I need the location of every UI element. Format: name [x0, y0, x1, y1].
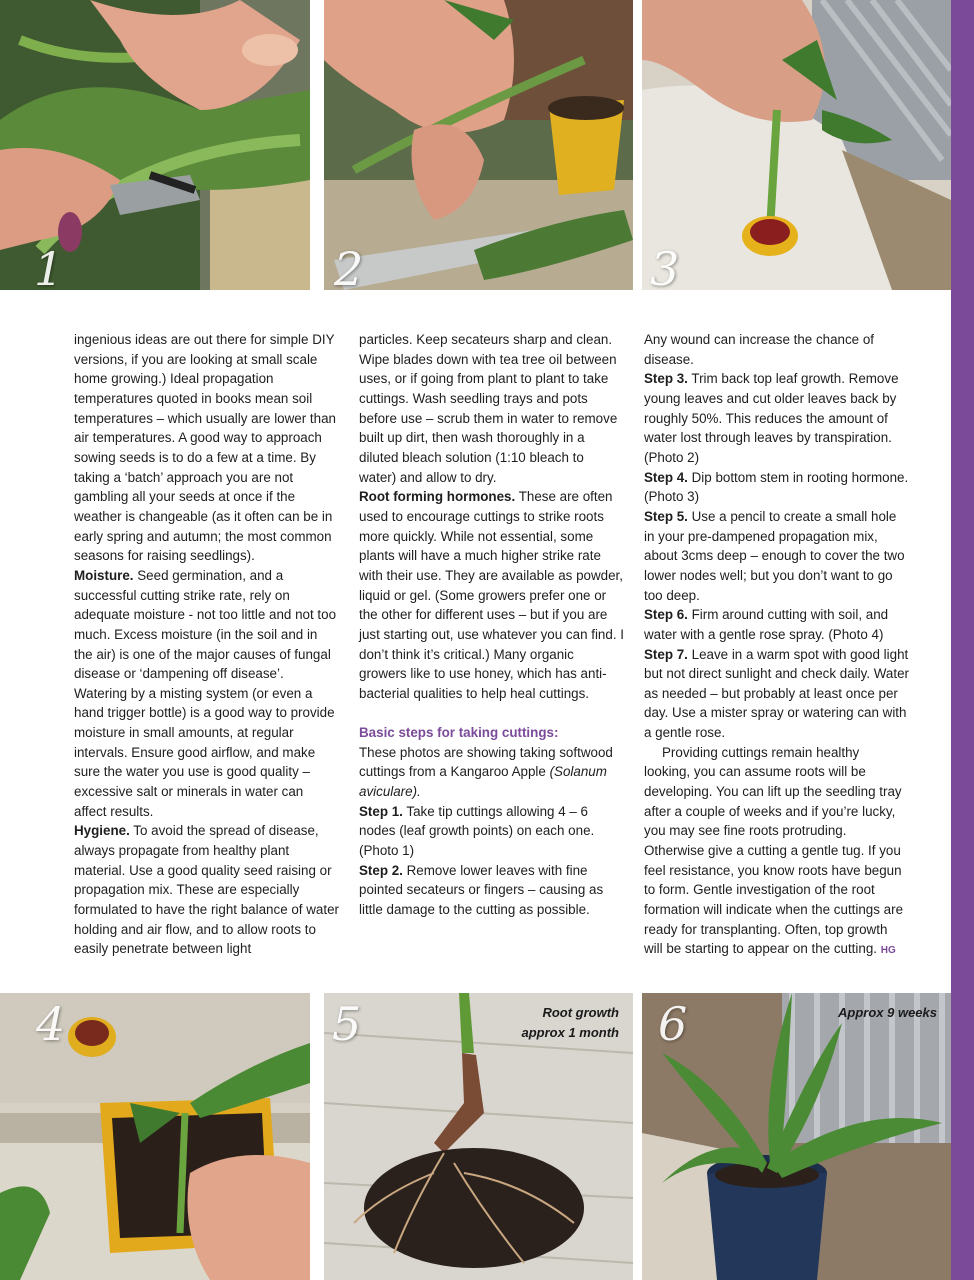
hygiene-paragraph: [74, 821, 339, 959]
step-text: Firm around cutting with soil, and water with a gentle rose spray. (Photo 4): [644, 607, 889, 642]
purple-sidebar-stripe: [951, 0, 974, 1280]
closing-paragraph: [644, 743, 909, 961]
closing-text: Providing cuttings remain healthy looking, you can assume roots will be developing. You can lift up the seedling tray after a couple of weeks and if you’re lucky, you may see fine roots protruding. Otherwise give a cutting a gentle tug. If you feel resistance, you know roots have begun to form. Gentle investigation of the root formation will indicate when the cuttings are ready for transplanting. Often, top growth will be starting to appear on the cutting.: [644, 744, 904, 957]
step-label: Step 3.: [644, 371, 688, 387]
photo-number: 2: [334, 242, 364, 290]
photo-number: 5: [332, 997, 362, 1051]
moisture-label: Moisture.: [74, 567, 134, 583]
intro-paragraph: [359, 743, 624, 802]
photo-4-planted-cutting: [0, 993, 310, 1280]
moisture-text: Seed germination, and a successful cutting strike rate, rely on adequate moisture - not too little and not too much. Excess moisture (in the soil and in the air) is one of the major causes of fungal disease or ‘dampening off disease’. Watering by a misting system (or even a hand trigger bottle) is a good way to provide moisture in small amounts, at regular intervals. Ensure good airflow, and make sure the water you use is good quality – excessive salt or minerals in water can affect results.: [74, 567, 337, 819]
body-paragraph: particles. Keep secateurs sharp and clean. Wipe blades down with tea tree oil between uses, or if going from plant to plant to take cuttings. Wash seedling trays and pots before use – scrub them in water to remove built up dirt, then wash thoroughly in a diluted bleach solution (1:10 bleach to water) and allow to dry.: [359, 332, 618, 485]
body-paragraph: Any wound can increase the chance of disease.: [644, 332, 875, 367]
photo-caption: [521, 1003, 619, 1043]
text-column-3: [644, 330, 909, 961]
step-label: Step 5.: [644, 508, 688, 524]
hygiene-label: Hygiene.: [74, 823, 130, 839]
photo-caption: [838, 1003, 937, 1023]
step-6: [644, 605, 909, 644]
species-name: (Solanum aviculare).: [359, 764, 607, 800]
caption-line: Root growth: [542, 1005, 619, 1020]
step-7: [644, 645, 909, 743]
caption-line: approx 1 month: [521, 1025, 619, 1040]
photo-3-dipping-in-hormone: [642, 0, 951, 290]
hormones-text: These are often used to encourage cuttings to strike roots more quickly. While not essential, some plants will have a much higher strike rate with their use. They are available as powder, liquid or gel. (Some growers prefer one or the other for different uses – but if you are just starting out, use whatever you can find. I don’t think it’s critical.) Many organic growers like to use honey, which has anti-bacterial qualities to help heal cuttings.: [359, 489, 624, 701]
step-3: [644, 369, 909, 467]
hormones-paragraph: [359, 487, 624, 703]
caption-line: Approx 9 weeks: [838, 1005, 937, 1020]
intro-text: These photos are showing taking softwood cuttings from a Kangaroo Apple: [359, 744, 613, 780]
photo-number: 1: [34, 242, 64, 290]
step-label: Step 2.: [359, 862, 403, 878]
step-label: Step 7.: [644, 646, 688, 662]
photo-6-established-plant: [642, 993, 951, 1280]
photo-number: 6: [658, 997, 688, 1051]
section-heading: Basic steps for taking cuttings:: [359, 725, 559, 741]
photo-2-trimming-leaves: [324, 0, 633, 290]
photo-5-root-growth: [324, 993, 633, 1280]
step-4: [644, 468, 909, 507]
photo-number: 4: [36, 997, 66, 1051]
hormones-label: Root forming hormones.: [359, 489, 516, 505]
text-column-2: [359, 330, 624, 920]
step-text: Take tip cuttings allowing 4 – 6 nodes (leaf growth points) on each one. (Photo 1): [359, 803, 595, 859]
step-text: Remove lower leaves with fine pointed secateurs or fingers – causing as little damage to the cutting as possible.: [359, 862, 604, 918]
step-1: [359, 802, 624, 861]
step-2: [359, 861, 624, 920]
step-label: Step 1.: [359, 803, 403, 819]
step-text: Leave in a warm spot with good light but not direct sunlight and check daily. Water as needed – but probably at least once per day. Use a mister spray or watering can with a gentle rose.: [644, 646, 909, 741]
hygiene-text: To avoid the spread of disease, always propagate from healthy plant material. Use a good quality seed raising or propagation mix. These are especially formulated to have the right balance of water holding and air flow, and to allow roots to easily penetrate between light: [74, 823, 339, 957]
moisture-paragraph: [74, 566, 339, 822]
step-text: Trim back top leaf growth. Remove young leaves and cut older leaves back by roughly 50%. This reduces the amount of water lost through leaves by transpiration. (Photo 2): [644, 371, 899, 465]
step-text: Dip bottom stem in rooting hormone. (Photo 3): [644, 469, 909, 505]
author-signoff: HG: [880, 945, 896, 957]
step-5: [644, 507, 909, 605]
photo-1-taking-tip-cutting: [0, 0, 310, 290]
photo-number: 3: [650, 242, 680, 290]
step-text: Use a pencil to create a small hole in your pre-dampened propagation mix, about 3cms deep – enough to cover the two lower nodes well; but you don’t want to go too deep.: [644, 508, 905, 603]
body-paragraph: ingenious ideas are out there for simple DIY versions, if you are looking at small scale home growing.) Ideal propagation temperatures quoted in books mean soil temperatures – which usually are lower than air temperatures. A good way to approach sowing seeds is to do a few at a time. By taking a ‘batch’ approach you are not gambling all your seeds at once if the weather is changeable (as it often can be in early spring and autumn; the most common seasons for raising seedlings).: [74, 332, 336, 564]
step-label: Step 4.: [644, 469, 688, 485]
text-column-1: [74, 330, 339, 959]
step-label: Step 6.: [644, 607, 688, 623]
